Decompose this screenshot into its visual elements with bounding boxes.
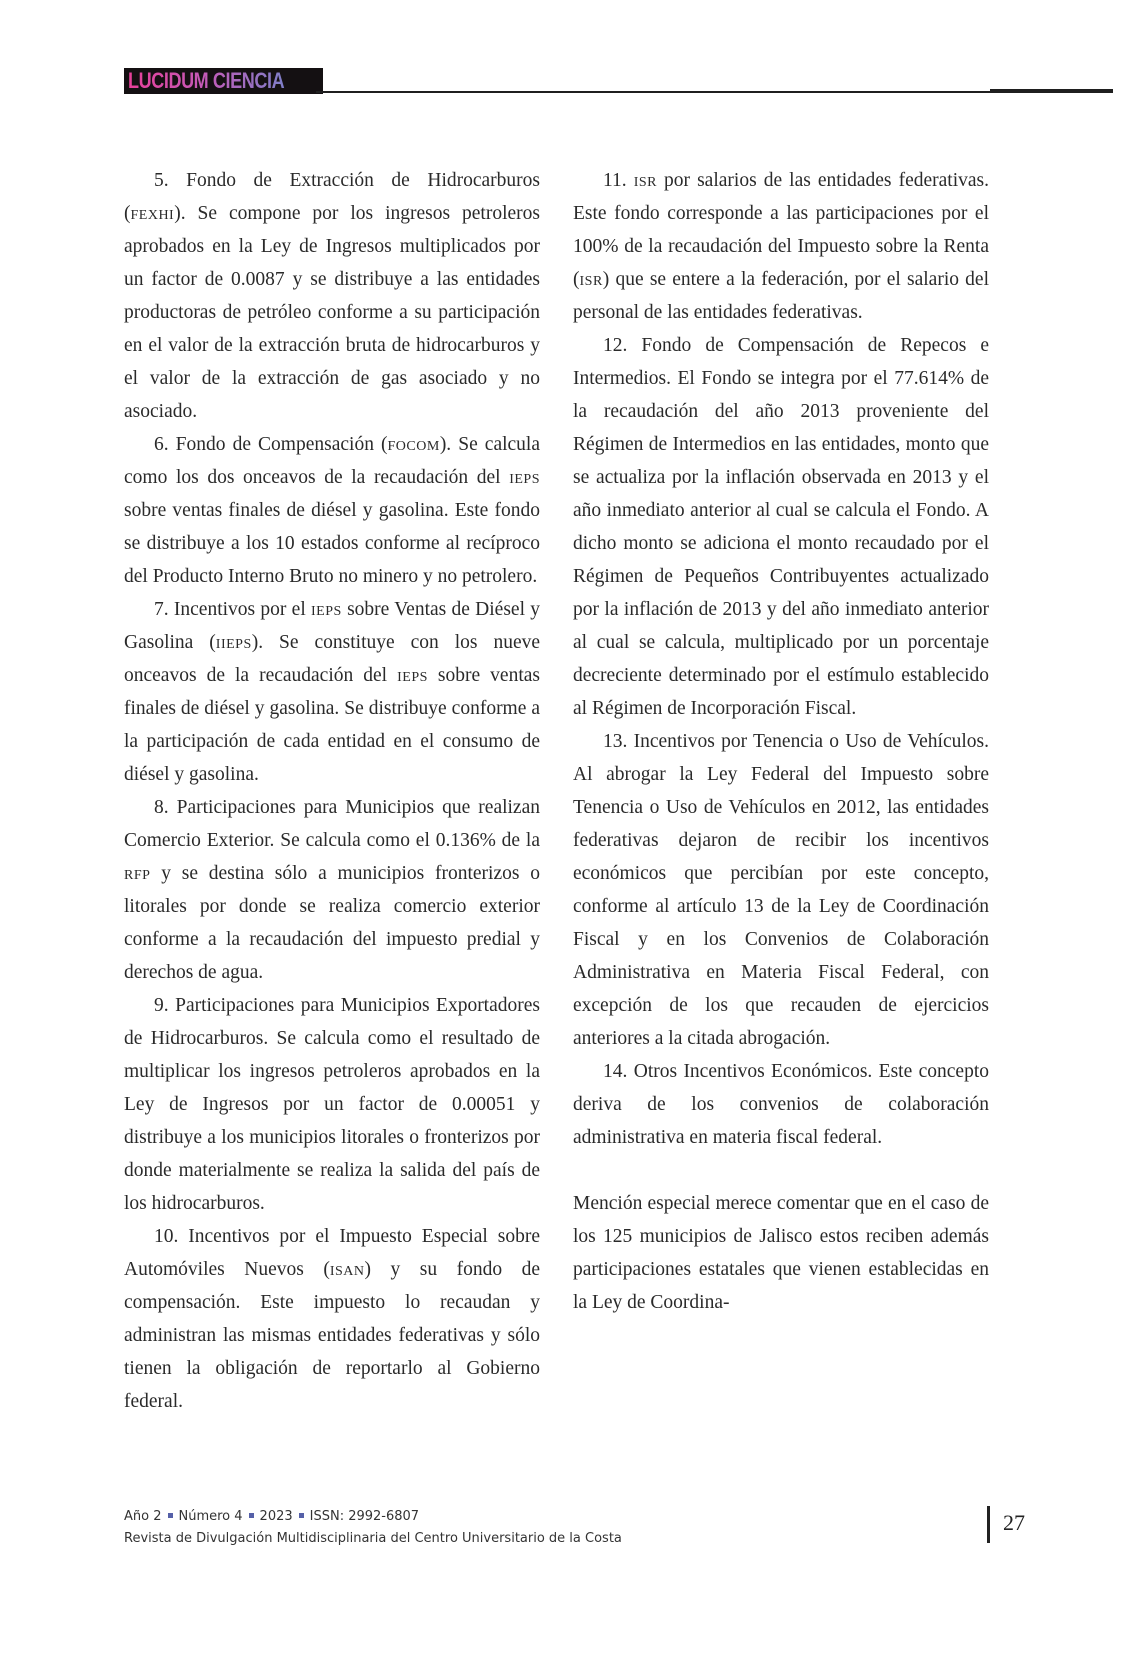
page-number-divider [987, 1506, 990, 1543]
paragraph-item-13: 13. Incentivos por Tenencia o Uso de Vehículos. Al abrogar la Ley Federal del Impuesto sobre Tenencia o Uso de Vehículos en 2012, las entidades federativas dejaron de recibir los incentivos económicos que percibían por este concepto, conforme al artículo 13 de la Ley de Coordinación Fiscal y en los Convenios de Colaboración Administrativa en Materia Fiscal Federal, con excepción de los que recauden de ejercicios anteriores a la citada abrogación. [573, 731, 989, 1049]
closing-paragraph: Mención especial merece comentar que en el caso de los 125 municipios de Jalisco estos reciben además participaciones estatales que vienen establecidas en la Ley de Coordina- [573, 1193, 989, 1313]
paragraph-item-7: 7. Incentivos por el ieps sobre Ventas de Diésel y Gasolina (iieps). Se constituye con los nueve onceavos de la recaudación del ieps sobre ventas finales de diésel y gasolina. Se distribuye conforme a la participación de cada entidad en el consumo de diésel y gasolina. [124, 599, 541, 785]
abbreviation: iieps [215, 632, 252, 653]
right-column [573, 164, 989, 1319]
paragraph-item-10: 10. Incentivos por el Impuesto Especial sobre Automóviles Nuevos (isan) y su fondo de compensación. Este impuesto lo recaudan y administran las mismas entidades federativas y sólo tienen la obligación de reportarlo al Gobierno federal. [124, 1226, 540, 1412]
journal-logo [124, 68, 323, 94]
paragraph-item-12: 12. Fondo de Compensación de Repecos e Intermedios. El Fondo se integra por el 77.614% de la recaudación del año 2013 proveniente del Régimen de Intermedios en las entidades, monto que se actualiza por la inflación observada en 2013 y el año inmediato anterior al cual se calcula el Fondo. A dicho monto se adiciona el monto recaudado por el Régimen de Pequeños Contribuyentes actualizado por la inflación de 2013 y del año inmediato anterior al cual se calcula, multiplicado por un porcentaje decreciente determinado por el estímulo establecido al Régimen de Incorporación Fiscal. [573, 335, 989, 719]
abbreviation: rfp [124, 863, 151, 884]
abbreviation: ieps [311, 599, 342, 620]
page-footer [124, 1506, 622, 1550]
square-bullet-icon [299, 1513, 304, 1518]
square-bullet-icon [168, 1513, 173, 1518]
abbreviation: ieps [509, 467, 540, 488]
header-rule [316, 91, 990, 93]
abbreviation: isan [329, 1259, 365, 1280]
paragraph-item-5: 5. Fondo de Extracción de Hidrocarburos (fexhi). Se compone por los ingresos petroleros aprobados en la Ley de Ingresos multiplicados por un factor de 0.0087 y se distribuye a las entidades productoras de petróleo conforme a su participación en el valor de la extracción bruta de hidrocarburos y el valor de la extracción de gas asociado y no asociado. [124, 170, 540, 422]
page-number: 27 [1003, 1510, 1025, 1535]
journal-subtitle: Revista de Divulgación Multidisciplinaria del Centro Universitario de la Costa [124, 1531, 622, 1546]
abbreviation: isr [633, 170, 657, 191]
issue-info: Año 2 Número 4 2023 ISSN: 2992-6807 [124, 1509, 420, 1524]
paragraph-item-14: 14. Otros Incentivos Económicos. Este concepto deriva de los convenios de colaboración administrativa en materia fiscal federal. [573, 1061, 989, 1148]
abbreviation: focom [387, 434, 440, 455]
abbreviation: ieps [397, 665, 428, 686]
paragraph-item-8: 8. Participaciones para Municipios que realizan Comercio Exterior. Se calcula como el 0.136% de la rfp y se destina sólo a municipios fronterizos o litorales por donde se realiza comercio exterior conforme a la recaudación del impuesto predial y derechos de agua. [124, 797, 540, 983]
abbreviation: isr [579, 269, 603, 290]
journal-name: LUCIDUM CIENCIA [128, 68, 285, 93]
paragraph-item-9: 9. Participaciones para Municipios Exportadores de Hidrocarburos. Se calcula como el resultado de multiplicar los ingresos petroleros aprobados en la Ley de Ingresos por un factor de 0.00051 y distribuye a los municipios litorales o fronterizos por donde materialmente se realiza la salida del país de los hidrocarburos. [124, 995, 540, 1214]
paragraph-item-6: 6. Fondo de Compensación (focom). Se calcula como los dos onceavos de la recaudación del ieps sobre ventas finales de diésel y gasolina. Este fondo se distribuye a los 10 estados conforme al recíproco del Producto Interno Bruto no minero y no petrolero. [124, 434, 541, 587]
paragraph-item-11: 11. isr por salarios de las entidades federativas. Este fondo corresponde a las participaciones por el 100% de la recaudación del Impuesto sobre la Renta (isr) que se entere a la federación, por el salario del personal de las entidades federativas. [573, 170, 989, 323]
header-accent-bar [990, 89, 1113, 93]
abbreviation: fexhi [130, 203, 175, 224]
square-bullet-icon [249, 1513, 254, 1518]
left-column [124, 164, 540, 1418]
